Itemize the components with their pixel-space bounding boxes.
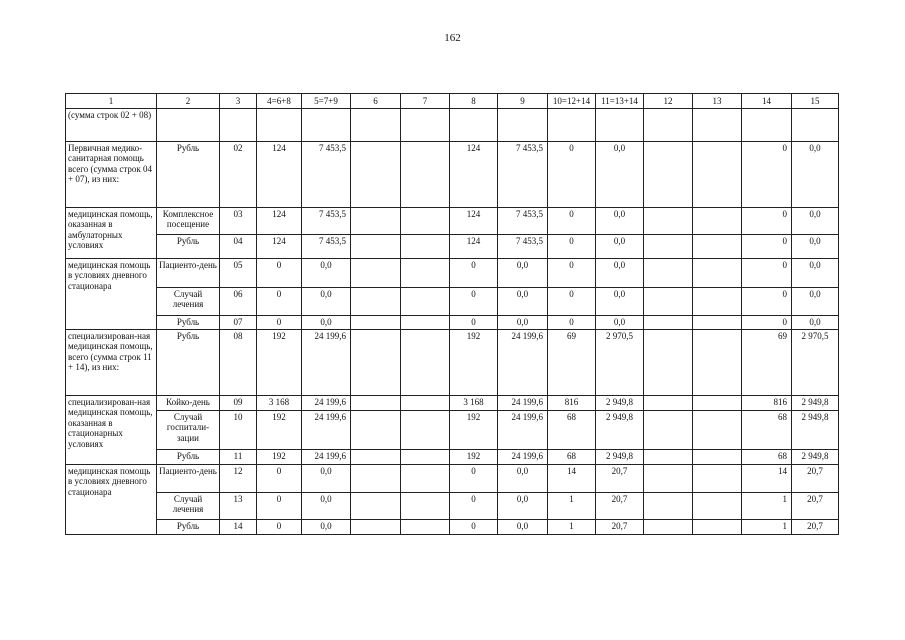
value-cell: 24 199,6 [302,411,351,450]
table-cell [401,208,450,235]
header-cell: 8 [450,94,498,109]
value-cell: 192 [450,330,498,396]
value-cell: 7 453,5 [498,235,548,259]
value-cell: 124 [450,208,498,235]
value-cell: 68 [548,411,596,450]
value-cell: 0,0 [302,316,351,330]
line-number-cell: 10 [220,411,257,450]
header-cell: 15 [792,94,839,109]
value-cell: 0,0 [596,259,644,288]
table-cell [351,450,401,465]
value-cell: 0,0 [302,493,351,520]
row-description: (сумма строк 02 + 08) [66,109,157,142]
table-row [66,259,839,288]
table-cell [401,288,450,316]
table-cell [693,520,742,535]
row-description: медицинская помощь в условиях дневного стационара [66,465,157,535]
value-cell: 68 [548,450,596,465]
table-cell [351,520,401,535]
row-description: медицинская помощь в условиях дневного стационара [66,259,157,330]
value-cell: 7 453,5 [302,142,351,208]
header-cell: 10=12+14 [548,94,596,109]
table-cell [351,396,401,411]
unit-cell: Койко-день [157,396,220,411]
table-cell [351,109,401,142]
row-description: Первичная медико-санитарная помощь всего (сумма строк 04 + 07), из них: [66,142,157,208]
header-cell: 12 [644,94,693,109]
header-cell: 2 [157,94,220,109]
value-cell: 0,0 [792,259,839,288]
table-cell [401,465,450,493]
value-cell: 1 [548,520,596,535]
unit-cell: Комплексное посещение [157,208,220,235]
value-cell: 68 [742,450,792,465]
value-cell: 0 [548,288,596,316]
table-cell [644,316,693,330]
value-cell: 20,7 [596,493,644,520]
line-number-cell: 04 [220,235,257,259]
value-cell: 24 199,6 [498,396,548,411]
table-row [66,450,839,465]
table-cell [401,235,450,259]
table-cell [351,208,401,235]
value-cell: 124 [257,235,302,259]
table-cell [351,288,401,316]
table-cell [644,208,693,235]
table-cell [351,493,401,520]
value-cell: 0,0 [302,520,351,535]
value-cell: 0 [450,316,498,330]
table-row [66,316,839,330]
value-cell: 0,0 [792,235,839,259]
line-number-cell: 12 [220,465,257,493]
value-cell: 0 [450,493,498,520]
value-cell: 0,0 [498,520,548,535]
value-cell: 7 453,5 [498,208,548,235]
value-cell: 0 [742,259,792,288]
table-cell [596,109,644,142]
value-cell: 0,0 [792,316,839,330]
table-row [66,235,839,259]
value-cell: 0,0 [596,208,644,235]
table-cell [302,109,351,142]
row-description: специализирован-ная медицинская помощь, оказанная в стационарных условиях [66,396,157,465]
table-cell [401,493,450,520]
table-cell [351,465,401,493]
value-cell: 20,7 [596,520,644,535]
report-table [65,93,839,535]
value-cell: 192 [257,411,302,450]
unit-cell: Пациенто-день [157,259,220,288]
value-cell: 0 [257,493,302,520]
value-cell: 2 970,5 [596,330,644,396]
value-cell: 0 [257,259,302,288]
table-cell [693,450,742,465]
table-cell [157,109,220,142]
value-cell: 124 [257,142,302,208]
table-cell [693,109,742,142]
table-cell [644,259,693,288]
value-cell: 0 [742,288,792,316]
value-cell: 816 [548,396,596,411]
table-cell [644,411,693,450]
value-cell: 0,0 [498,288,548,316]
line-number-cell: 08 [220,330,257,396]
table-row [66,411,839,450]
table-cell [644,142,693,208]
value-cell: 69 [548,330,596,396]
value-cell: 0,0 [792,208,839,235]
value-cell: 2 970,5 [792,330,839,396]
table-cell [257,109,302,142]
value-cell: 2 949,8 [596,411,644,450]
table-cell [644,396,693,411]
value-cell: 2 949,8 [596,450,644,465]
value-cell: 0 [450,259,498,288]
table-cell [644,450,693,465]
value-cell: 69 [742,330,792,396]
value-cell: 1 [742,520,792,535]
table-cell [401,411,450,450]
table-cell [401,450,450,465]
table-cell [644,288,693,316]
table-cell [693,493,742,520]
value-cell: 1 [548,493,596,520]
value-cell: 2 949,8 [792,450,839,465]
value-cell: 0,0 [498,465,548,493]
value-cell: 0 [257,316,302,330]
value-cell: 0 [450,465,498,493]
table-cell [351,411,401,450]
value-cell: 0 [450,520,498,535]
value-cell: 192 [450,411,498,450]
value-cell: 14 [548,465,596,493]
value-cell: 0 [548,208,596,235]
value-cell: 24 199,6 [498,330,548,396]
value-cell: 192 [257,450,302,465]
value-cell: 0 [742,208,792,235]
value-cell: 0,0 [792,288,839,316]
line-number-cell: 06 [220,288,257,316]
table-row [66,465,839,493]
table-cell [693,288,742,316]
row-description: медицинская помощь, оказанная в амбулаторных условиях [66,208,157,259]
table-row [66,493,839,520]
row-description: специализирован-ная медицинская помощь, всего (сумма строк 11 + 14), из них: [66,330,157,396]
value-cell: 0 [548,142,596,208]
value-cell: 24 199,6 [302,330,351,396]
unit-cell: Рубль [157,450,220,465]
value-cell: 0 [742,142,792,208]
value-cell: 124 [257,208,302,235]
value-cell: 0,0 [498,259,548,288]
line-number-cell: 09 [220,396,257,411]
line-number-cell: 02 [220,142,257,208]
table-cell [693,411,742,450]
value-cell: 2 949,8 [792,396,839,411]
value-cell: 0 [450,288,498,316]
unit-cell: Случай госпитали-зации [157,411,220,450]
unit-cell: Рубль [157,316,220,330]
unit-cell: Рубль [157,142,220,208]
value-cell: 816 [742,396,792,411]
value-cell: 0 [257,288,302,316]
unit-cell: Рубль [157,235,220,259]
header-cell: 1 [66,94,157,109]
value-cell: 0 [548,235,596,259]
value-cell: 0,0 [498,316,548,330]
line-number-cell: 05 [220,259,257,288]
table-cell [351,330,401,396]
value-cell: 192 [450,450,498,465]
table-cell [401,396,450,411]
table-cell [351,316,401,330]
table-cell [548,109,596,142]
table-cell [693,142,742,208]
value-cell: 7 453,5 [498,142,548,208]
table-cell [693,235,742,259]
value-cell: 0 [742,235,792,259]
table-cell [498,109,548,142]
table-row [66,288,839,316]
table-cell [401,142,450,208]
table-row [66,109,839,142]
value-cell: 0,0 [302,259,351,288]
value-cell: 0,0 [596,142,644,208]
table-cell [351,235,401,259]
value-cell: 2 949,8 [596,396,644,411]
unit-cell: Случай лечения [157,288,220,316]
header-cell: 13 [693,94,742,109]
header-cell: 14 [742,94,792,109]
value-cell: 0 [742,316,792,330]
value-cell: 24 199,6 [498,411,548,450]
table-row [66,520,839,535]
header-cell: 7 [401,94,450,109]
unit-cell: Рубль [157,520,220,535]
value-cell: 20,7 [596,465,644,493]
value-cell: 1 [742,493,792,520]
line-number-cell: 11 [220,450,257,465]
unit-cell: Случай лечения [157,493,220,520]
header-cell: 4=6+8 [257,94,302,109]
table-cell [644,330,693,396]
table-cell [644,109,693,142]
value-cell: 124 [450,142,498,208]
value-cell: 24 199,6 [498,450,548,465]
table-cell [644,520,693,535]
table-row [66,396,839,411]
value-cell: 0,0 [792,142,839,208]
header-cell: 11=13+14 [596,94,644,109]
value-cell: 24 199,6 [302,450,351,465]
value-cell: 0,0 [596,316,644,330]
value-cell: 0,0 [302,288,351,316]
value-cell: 7 453,5 [302,235,351,259]
value-cell: 192 [257,330,302,396]
line-number-cell: 14 [220,520,257,535]
line-number-cell: 03 [220,208,257,235]
header-cell: 3 [220,94,257,109]
table-cell [693,465,742,493]
table-cell [693,396,742,411]
value-cell: 3 168 [450,396,498,411]
value-cell: 68 [742,411,792,450]
value-cell: 124 [450,235,498,259]
table-cell [351,259,401,288]
table-cell [693,316,742,330]
table-cell [693,259,742,288]
value-cell: 24 199,6 [302,396,351,411]
page-number: 162 [444,32,461,44]
value-cell: 3 168 [257,396,302,411]
value-cell: 0,0 [596,288,644,316]
value-cell: 0 [548,316,596,330]
table-row [66,142,839,208]
table-cell [644,465,693,493]
value-cell: 0 [548,259,596,288]
value-cell: 14 [742,465,792,493]
value-cell: 20,7 [792,493,839,520]
line-number-cell: 13 [220,493,257,520]
table-cell [792,109,839,142]
table-cell [401,520,450,535]
value-cell: 0,0 [302,465,351,493]
value-cell: 20,7 [792,520,839,535]
table-cell [401,259,450,288]
line-number-cell: 07 [220,316,257,330]
table-cell [644,235,693,259]
table-cell [401,109,450,142]
table-cell [693,208,742,235]
value-cell: 20,7 [792,465,839,493]
unit-cell: Пациенто-день [157,465,220,493]
value-cell: 0 [257,465,302,493]
table-row [66,330,839,396]
table-cell [401,330,450,396]
header-cell: 6 [351,94,401,109]
table-cell [450,109,498,142]
table-cell [644,493,693,520]
table-cell [401,316,450,330]
value-cell: 0,0 [498,493,548,520]
table-cell [693,330,742,396]
value-cell: 7 453,5 [302,208,351,235]
table-cell [220,109,257,142]
value-cell: 0,0 [596,235,644,259]
header-cell: 5=7+9 [302,94,351,109]
table-cell [351,142,401,208]
value-cell: 2 949,8 [792,411,839,450]
unit-cell: Рубль [157,330,220,396]
header-row [66,94,839,109]
header-cell: 9 [498,94,548,109]
table-cell [742,109,792,142]
value-cell: 0 [257,520,302,535]
table-row [66,208,839,235]
